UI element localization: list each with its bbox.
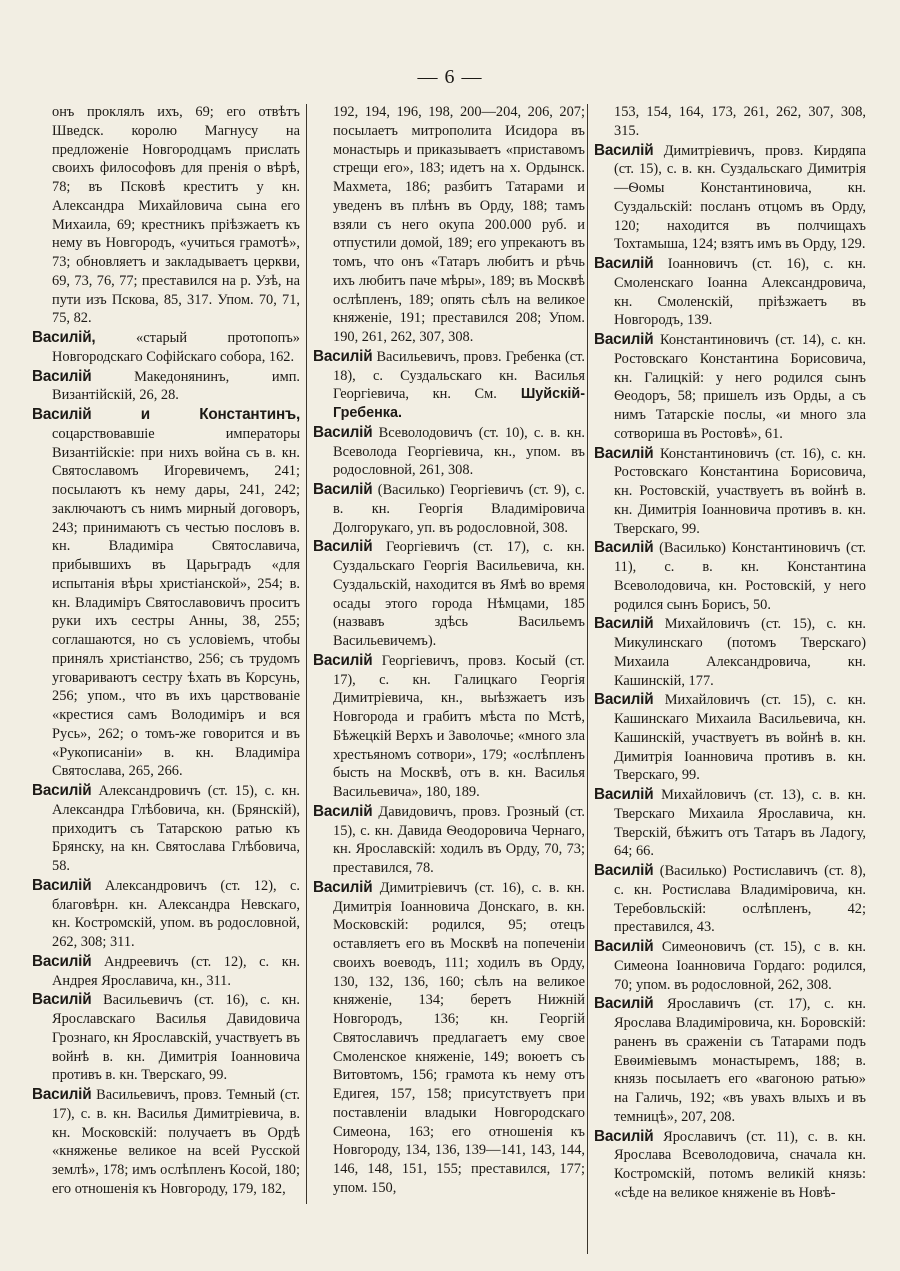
index-entry bbox=[594, 786, 866, 861]
entry-headword: Василій bbox=[313, 878, 373, 896]
entry-headword: Василій bbox=[594, 995, 654, 1013]
entry-text: Димитріевичъ (ст. 16), с. в. кн. Димитрія Іоанновича Донскаго, в. кн. Московскій: родился, 95; отецъ оставляетъ его въ Москвѣ на попеченіи своихъ воеводъ, 111; ходилъ въ Орду, 130, 132, 136, 160; сѣлъ на великое княженіе, 134; беретъ Нижній Новгородъ, 136; кн. Георгій Святославичъ предлагаетъ ему свое Смоленское княженіе, 149; воюетъ съ Витовтомъ, 156; грамота къ нему отъ Едигея, 157, 158; присутствуетъ при поставленіи владыки Новгородскаго Симеона, 163; его отношенія къ Новгороду, 134, 136, 139—141, 143, 144, 146, 148, 151, 155; преставился, 177; упом. 150, bbox=[333, 879, 585, 1196]
entry-text: Давидовичъ, провз. Грозный (ст. 15), с. кн. Давида Ѳеодоровича Чернаго, кн. Ярославскій: ходилъ въ Орду, 70, 73; преставился, 78. bbox=[333, 803, 585, 876]
index-entry bbox=[32, 953, 300, 991]
entry-headword: Василій bbox=[32, 952, 92, 970]
entry-text: Ярославичъ (ст. 17), с. кн. Ярослава Владиміровича, кн. Боровскій: раненъ въ сраженіи съ Татарами подъ Евѳиміевымъ монастыремъ, 188; в. князь посылаетъ его «вагоною ратью» на Галичь, 192; «въ увахъ влыхъ и въ темницѣ», 207, 208. bbox=[614, 996, 866, 1125]
entry-headword: Василій bbox=[594, 141, 654, 159]
cross-reference: Шуйскій-Гребенка. bbox=[333, 386, 585, 421]
entry-text: Михайловичъ (ст. 13), с. в. кн. Тверскаго Михаила Ярославича, кн. Тверскій, бѣжитъ отъ Татаръ въ Ладогу, 64; 66. bbox=[614, 787, 866, 860]
entry-text: Іоанновичъ (ст. 16), с. кн. Смоленскаго Іоанна Александровича, кн. Смоленскій, пріѣзжаетъ въ Новгородъ, 139. bbox=[614, 256, 866, 329]
index-entry bbox=[594, 691, 866, 785]
index-entry bbox=[32, 991, 300, 1085]
entry-text: Димитріевичъ, провз. Кирдяпа (ст. 15), с. в. кн. Суздальскаго Димитрія—Ѳомы Константиновича, кн. Суздальскій: посланъ отцомъ въ Орду, 120; находится въ полчищахъ Тохтамыша, 124; взятъ имъ въ Орду, 129. bbox=[614, 142, 866, 253]
entry-headword: Василій bbox=[32, 1086, 92, 1103]
index-entry bbox=[594, 995, 866, 1126]
index-entry bbox=[32, 1086, 300, 1199]
index-entry bbox=[594, 1128, 866, 1203]
entry-headword: Василій bbox=[313, 481, 373, 498]
text-column-3 bbox=[594, 103, 866, 1204]
index-entry bbox=[313, 803, 585, 878]
entry-headword: Василій bbox=[594, 539, 654, 557]
entry-text: (Василько) Ростиславичъ (ст. 8), с. кн. Ростислава Владиміровича, кн. Теребовльскій: ослѣпленъ, 42; преставился, 43. bbox=[614, 863, 866, 936]
index-entry bbox=[32, 782, 300, 876]
entry-headword: Василій bbox=[594, 691, 654, 709]
entry-text: «старый протопопъ» Новгородскаго Софійскаго собора, 162. bbox=[52, 330, 300, 365]
entry-text: Константиновичъ (ст. 16), с. кн. Ростовскаго Константина Борисовича, кн. Ростовскій, участвуетъ въ войнѣ в. кн. Димитрія Іоанновича противъ в. кн. Тверскаго, 99. bbox=[614, 445, 866, 537]
index-entry bbox=[313, 538, 585, 651]
entry-text: Георгіевичъ, провз. Косый (ст. 17), с. кн. Галицкаго Георгія Димитріевича, кн., выѣзжаетъ изъ Новгорода и грабитъ мѣста по Мстѣ, Бѣжецкій Верхъ и Заволочье; «много зла хрестьяномъ сотвори», 179; «ослѣпленъ бысть на Москвѣ, отъ в. кн. Василья Васильевича», 180, 189. bbox=[333, 652, 585, 800]
entry-text: Андреевичъ (ст. 12), с. кн. Андрея Ярославича, кн., 311. bbox=[52, 953, 300, 989]
entry-text: Васильевичъ (ст. 16), с. кн. Ярославскаго Василья Давидовича Грознаго, кн Ярославскій, участвуетъ въ войнѣ в. кн. Димитрія Іоанновича противъ в. кн. Тверскаго, 99. bbox=[52, 992, 300, 1084]
index-entry bbox=[32, 877, 300, 952]
entry-text: Македонянинъ, имп. Византійскій, 26, 28. bbox=[52, 368, 300, 404]
entry-text: Константиновичъ (ст. 14), с. кн. Ростовскаго Константина Борисовича, кн. Галицкій: у него родился сынъ Ѳеодоръ, 58; пришелъ изъ Орды, а съ нимъ Татарскіе послы, «и много зла сотвориша въ Ростовѣ», 61. bbox=[614, 332, 866, 442]
entry-headword: Василій bbox=[313, 347, 373, 365]
entry-text: соцарствовавшіе императоры Византійскіе: при нихъ война съ в. кн. Святославомъ Игоревичемъ, 241; посылаютъ къ нему дары, 241, 242; заключаютъ съ нимъ мирный договоръ, 243; принимаютъ съ честью пословъ в. кн. Владиміра Святославича, прибывшихъ въ Царьградъ «для испытанія вѣры христіанской», 254; в. кн. Владиміръ Святославовичъ проситъ руки ихъ сестры Анны, 38, 255; соглашаются, но съ условіемъ, чтобы принялъ христіанство, 256; съ трудомъ уговариваютъ сестру ѣхать въ Корсунь, 256; упом., что въ ихъ царствованіе «крестися самъ Володимiръ и вся Русь», 262; о томъ-же говорится и въ «Рукописаніи» в. кн. Владиміра Святослава, 265, 266. bbox=[52, 425, 300, 780]
text-column-2 bbox=[313, 103, 585, 1199]
entry-headword: Василій bbox=[32, 367, 92, 385]
entry-text: Васильевичъ, провз. Гребенка (ст. 18), с. Суздальскаго кн. Василья Георгіевича, кн. См. bbox=[333, 348, 585, 403]
index-entry bbox=[594, 938, 866, 994]
text-column-1 bbox=[32, 103, 300, 1200]
index-entry bbox=[594, 255, 866, 330]
entry-text: Александровичъ (ст. 12), с. благовѣрн. кн. Александра Невскаго, кн. Костромскій, упом. въ родословной, 262, 308; 311. bbox=[52, 877, 300, 950]
index-entry bbox=[32, 406, 300, 781]
entry-headword: Василій, bbox=[32, 329, 96, 346]
index-entry bbox=[594, 615, 866, 690]
entry-headword: Василій bbox=[594, 615, 654, 633]
entry-headword: Василій bbox=[594, 938, 654, 955]
entry-headword: Василій bbox=[32, 991, 92, 1009]
entry-headword: Василій bbox=[313, 538, 373, 556]
index-entry bbox=[313, 348, 585, 423]
index-entry bbox=[313, 424, 585, 480]
entry-headword: Василій bbox=[594, 786, 654, 803]
continued-text: онъ проклялъ ихъ, 69; его отвѣтъ Шведск. королю Магнусу на предложеніе Новгородцамъ прислать своихъ философовъ для пренія о вѣрѣ, 78; въ Псковѣ креститъ у кн. Александра Михайловича сына его Михаила, 69; крестникъ пріѣзжаетъ къ нему въ Новгородъ, «учиться грамотѣ», 73; обновляетъ и закладываетъ церкви, 69, 73, 76, 77; преставился на р. Узѣ, на пути изъ Пскова, 85, 317. Упом. 70, 71, 75, 82. bbox=[52, 104, 300, 327]
entry-headword: Василій bbox=[32, 782, 92, 799]
entry-text: Симеоновичъ (ст. 15), с в. кн. Симеона Іоанновича Гордаго: родился, 70; упом. въ родословной, 262, 308. bbox=[614, 939, 866, 993]
continued-text: 153, 154, 164, 173, 261, 262, 307, 308, 315. bbox=[614, 104, 866, 139]
entry-text: (Василько) Константиновичъ (ст. 11), с. в. кн. Константина Всеволодовича, кн. Ростовскій, у него родился сынъ Борисъ, 50. bbox=[614, 540, 866, 613]
index-entry bbox=[594, 331, 866, 444]
entry-headword: Василій bbox=[594, 331, 654, 348]
continued-text: 192, 194, 196, 198, 200—204, 206, 207; посылаетъ митрополита Исидора въ монастырь и приказываетъ «приставомъ стрещи его», 183; идетъ на х. Ордынск. Махмета, 186; разбитъ Татарами и уведенъ въ плѣнъ въ Орду, 188; тамъ взяли съ него окупа 200.000 руб. и отпустили домой, 189; его упрекаютъ въ томъ, что онъ «Татаръ любитъ и рѣчь ихъ любитъ паче мѣры», 189; въ Москвѣ ослѣпленъ, 189; опять сѣлъ на великое княженіе, 191; преставился 208; Упом. 190, 261, 262, 307, 308. bbox=[333, 104, 585, 345]
entry-headword: Василій bbox=[594, 444, 654, 462]
entry-text: (Василько) Георгіевичъ (ст. 9), с. в. кн. Георгія Владиміровича Долгорукаго, уп. въ родословной, 308. bbox=[333, 482, 585, 536]
entry-headword: Василій bbox=[313, 802, 373, 820]
entry-headword: Василій bbox=[594, 255, 654, 272]
column-divider bbox=[306, 104, 307, 1204]
entry-headword: Василій bbox=[594, 1127, 654, 1145]
index-entry bbox=[594, 862, 866, 937]
entry-text: Михайловичъ (ст. 15), с. кн. Кашинскаго Михаила Васильевича, кн. Кашинскій, участвуетъ въ войнѣ в. кн. Димитрія Іоанновича противъ в. кн. Тверскаго, 99. bbox=[614, 692, 866, 784]
entry-text: Васильевичъ, провз. Темный (ст. 17), с. в. кн. Василья Димитріевича, в. кн. Московскій: получаетъ въ Ордѣ «княженье великое на всей Русской землѣ», 178; имъ ослѣпленъ Косой, 180; его отношенія къ Новгороду, 179, 182, bbox=[52, 1087, 300, 1197]
index-entry bbox=[594, 539, 866, 614]
entry-headword: Василій bbox=[313, 423, 373, 441]
entry-headword: Василій bbox=[594, 862, 654, 879]
entry-headword: Василій bbox=[32, 876, 92, 894]
entry-text: Всеволодовичъ (ст. 10), с. в. кн. Всеволода Георгіевича, кн., упом. въ родословной, 261, 308. bbox=[333, 424, 585, 479]
index-entry bbox=[313, 652, 585, 802]
page-number: — 6 — bbox=[417, 66, 483, 88]
entry-text: Ярославичъ (ст. 11), с. в. кн. Ярослава Всеволодовича, сначала кн. Костромскій, потомъ великій князь: «сѣде на великое княженіе въ Новѣ- bbox=[614, 1128, 866, 1201]
index-entry bbox=[32, 368, 300, 406]
index-entry bbox=[313, 481, 585, 537]
index-entry bbox=[594, 445, 866, 539]
index-entry bbox=[313, 879, 585, 1198]
index-entry bbox=[32, 329, 300, 367]
index-entry bbox=[594, 142, 866, 255]
entry-text: Георгіевичъ (ст. 17), с. кн. Суздальскаго Георгія Васильевича, кн. Суздальскій, находится въ Ямѣ во время осады этого города Нѣмцами, 185 (назвавъ здѣсь Васильемъ Васильевичемъ). bbox=[333, 539, 585, 649]
column-divider bbox=[587, 104, 588, 1254]
entry-headword: Василій и Константинъ, bbox=[32, 406, 300, 423]
entry-headword: Василій bbox=[313, 651, 373, 669]
entry-text: Михайловичъ (ст. 15), с. кн. Микулинскаго (потомъ Тверскаго) Михаила Александровича, кн. Кашинскій, 177. bbox=[614, 616, 866, 689]
entry-text: Александровичъ (ст. 15), с. кн. Александра Глѣбовича, кн. (Брянскій), приходитъ съ Татарскою ратью къ Брянску, на кн. Святослава Глѣбовича, 58. bbox=[52, 783, 300, 874]
